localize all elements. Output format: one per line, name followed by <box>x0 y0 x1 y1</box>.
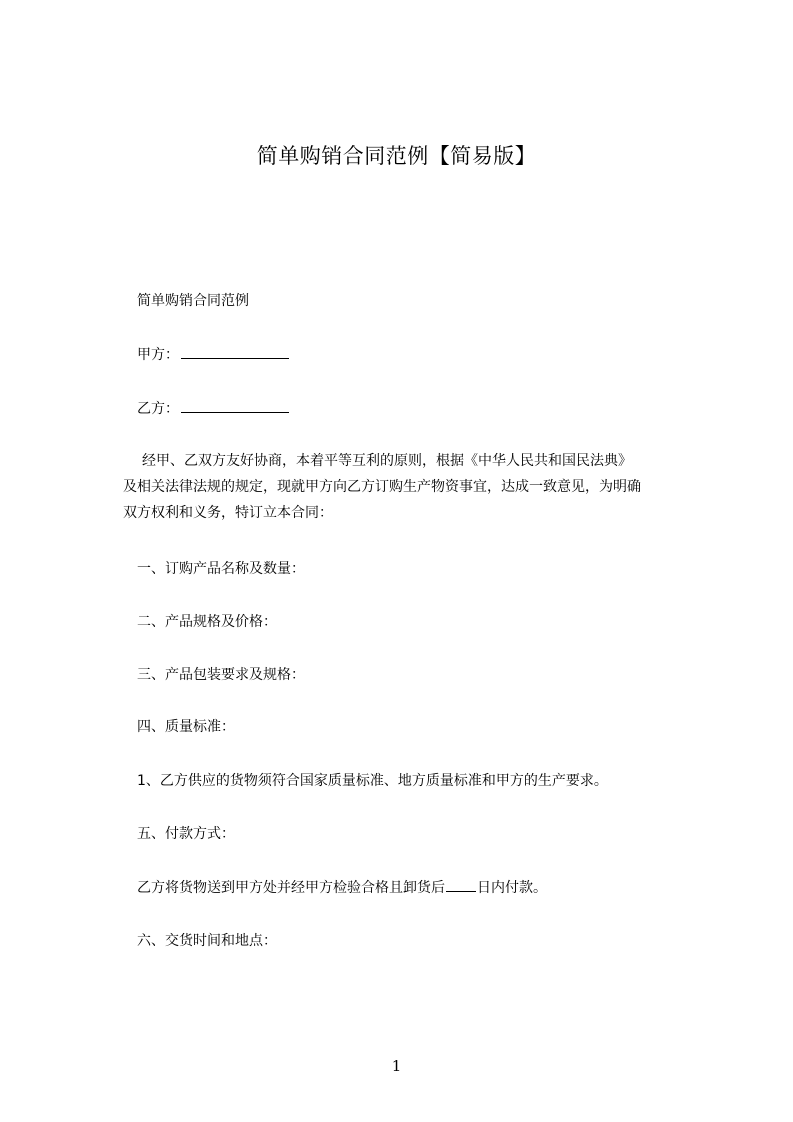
section-6-heading: 六、交货时间和地点： <box>137 933 277 949</box>
party-a-line <box>137 344 289 365</box>
section-2-heading: 二、产品规格及价格： <box>137 614 277 630</box>
intro-line-2: 及相关法律法规的规定，现就甲方向乙方订购生产物资事宜，达成一致意见，为明确 <box>123 479 641 495</box>
section-5-text-before: 乙方将货物送到甲方处并经甲方检验合格且卸货后 <box>137 880 445 896</box>
section-3-heading: 三、产品包装要求及规格： <box>137 667 305 683</box>
section-4-item-1: 1、乙方供应的货物须符合国家质量标准、地方质量标准和甲方的生产要求。 <box>137 773 608 789</box>
intro-paragraph <box>123 448 696 526</box>
page-number: 1 <box>391 1057 402 1075</box>
section-5-heading: 五、付款方式： <box>137 826 235 842</box>
party-a-label: 甲方： <box>137 347 179 363</box>
section-1-heading: 一、订购产品名称及数量： <box>137 561 305 577</box>
section-5-text <box>137 877 547 898</box>
party-a-blank <box>181 344 289 359</box>
section-5-text-after: 日内付款。 <box>477 880 547 896</box>
section-4-heading: 四、质量标准： <box>137 719 235 735</box>
party-b-label: 乙方： <box>137 401 179 417</box>
party-b-line <box>137 398 289 419</box>
payment-days-blank <box>446 877 476 892</box>
document-subtitle: 简单购销合同范例 <box>137 293 249 309</box>
party-b-blank <box>181 398 289 413</box>
document-title: 简单购销合同范例【简易版】 <box>256 144 537 168</box>
intro-line-1: 经甲、乙双方友好协商，本着平等互利的原则，根据《中华人民共和国民法典》 <box>142 453 632 469</box>
intro-line-3: 双方权利和义务，特订立本合同： <box>123 505 333 521</box>
